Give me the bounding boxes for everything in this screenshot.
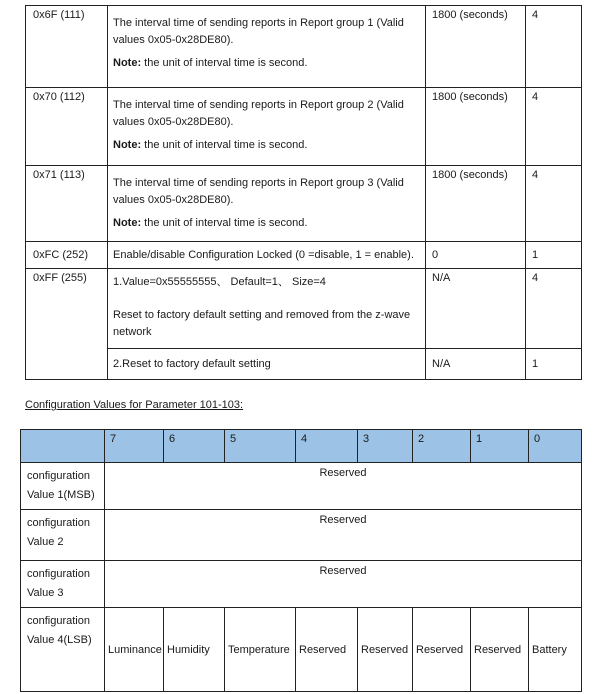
field-temperature: Temperature [225,608,296,692]
table-row [26,165,582,241]
param-description-cell [108,6,426,88]
param-size: 4 [526,6,582,88]
field-battery: Battery [529,608,582,692]
table-row [26,87,582,165]
bit-6-header: 6 [164,430,225,463]
param-size: 4 [526,165,582,241]
field-luminance: Luminance [105,608,164,692]
field-reserved: Reserved [413,608,471,692]
bit-table [20,429,582,692]
table-row [26,241,582,268]
param-size: 1 [526,348,582,379]
note-text: the unit of interval time is second. [141,216,308,229]
field-reserved: Reserved [358,608,413,692]
param-number: 0x6F (111) [26,6,108,88]
param-description: The interval time of sending reports in Report group 3 (Valid values 0x05-0x28DE80). [113,176,404,206]
note-text: the unit of interval time is second. [141,138,308,151]
param-default: 0 [426,241,526,268]
table-row [26,348,582,379]
param-note [113,55,419,72]
field-humidity: Humidity [164,608,225,692]
param-note [113,215,419,232]
param-default: 1800 (seconds) [426,165,526,241]
param-default: N/A [426,268,526,348]
param-number: 0xFC (252) [26,241,108,268]
field-reserved: Reserved [296,608,358,692]
bit-3-header: 3 [358,430,413,463]
param-default: 1800 (seconds) [426,87,526,165]
bit-2-header: 2 [413,430,471,463]
table-row [26,268,582,348]
param-description-cell [108,87,426,165]
row-label: configuration Value 1(MSB) [21,463,105,510]
param-number: 0x70 (112) [26,87,108,165]
header-corner [21,430,105,463]
reserved-cell: Reserved [105,510,582,561]
param-description: Enable/disable Configuration Locked (0 =disable, 1 = enable). [108,241,426,268]
row-label: configuration Value 3 [21,561,105,608]
bit-1-header: 1 [471,430,529,463]
bit-4-header: 4 [296,430,358,463]
param-size: 1 [526,241,582,268]
section-caption: Configuration Values for Parameter 101-103: [25,399,244,411]
parameter-table [25,5,582,380]
param-description: The interval time of sending reports in Report group 2 (Valid values 0x05-0x28DE80). [113,98,404,128]
param-number: 0x71 (113) [26,165,108,241]
param-description-cell [108,165,426,241]
note-text: the unit of interval time is second. [141,57,308,69]
table-row [21,608,582,692]
param-number: 0xFF (255) [26,268,108,379]
table-row [21,561,582,608]
reserved-cell: Reserved [105,463,582,510]
row-label: configuration Value 2 [21,510,105,561]
table-row [21,510,582,561]
note-label: Note: [113,216,142,229]
param-default: N/A [426,348,526,379]
param-description-cell [108,268,426,348]
param-description: The interval time of sending reports in Report group 1 (Valid values 0x05-0x28DE80). [113,17,404,46]
param-note [113,137,419,154]
bit-0-header: 0 [529,430,582,463]
bit-header-row [21,430,582,463]
row-label: configuration Value 4(LSB) [21,608,105,692]
table-row [26,6,582,88]
note-label: Note: [113,57,142,69]
reset-option-1: 1.Value=0x55555555、 Default=1、 Size=4 [113,275,326,288]
param-size: 4 [526,268,582,348]
bit-7-header: 7 [105,430,164,463]
param-size: 4 [526,87,582,165]
reserved-cell: Reserved [105,561,582,608]
reset-option-1-detail: Reset to factory default setting and removed from the z-wave network [113,308,411,338]
reset-option-2: 2.Reset to factory default setting [108,348,426,379]
field-reserved: Reserved [471,608,529,692]
note-label: Note: [113,138,142,151]
param-default: 1800 (seconds) [426,6,526,88]
bit-5-header: 5 [225,430,296,463]
table-row [21,463,582,510]
